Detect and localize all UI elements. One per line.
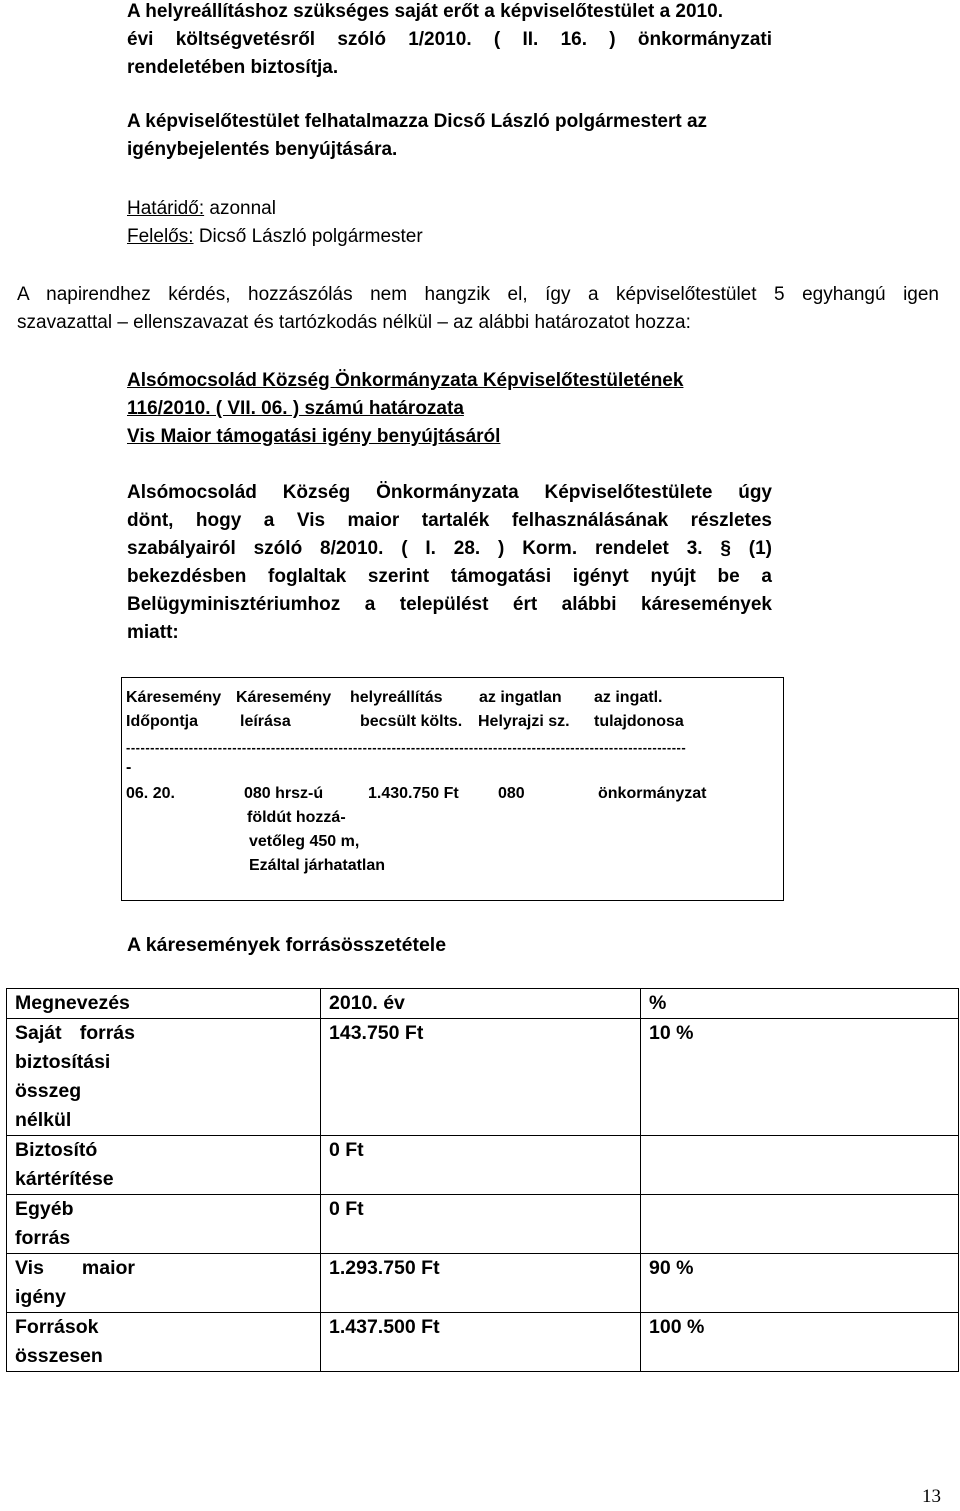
resolution-body-line: Alsómocsolád Község Önkormányzata Képviselőtestülete úgy [127, 482, 772, 503]
source-amount: 0 Ft [321, 1195, 641, 1254]
sources-title: A káresemények forrásösszetétele [127, 934, 447, 956]
separator-line: -------------------------------------------------------------------------------------------------------------------- [126, 740, 687, 755]
header-percent: % [641, 989, 959, 1019]
intro-line: A helyreállításhoz szükséges saját erőt a képviselőtestület a 2010. [127, 1, 723, 22]
event-desc-line: Ezáltal járhatatlan [249, 857, 386, 874]
responsible-label: Felelős: [127, 226, 194, 247]
header-year: 2010. év [321, 989, 641, 1019]
deadline-line [127, 195, 276, 223]
source-name-line: kártérítése [15, 1168, 114, 1190]
source-name-line: Biztosító [15, 1139, 98, 1161]
vote-paragraph [17, 281, 939, 337]
source-amount: 143.750 Ft [321, 1019, 641, 1136]
source-name-line: igény [15, 1286, 66, 1308]
table-row [7, 1313, 959, 1372]
source-name [7, 1254, 321, 1313]
header-restoration-1: helyreállítás [350, 689, 443, 706]
source-name-line: biztosítási [15, 1051, 111, 1073]
source-name-line: Vis maior [15, 1257, 135, 1279]
source-name-line: nélkül [15, 1109, 72, 1131]
authorization-line: igénybejelentés benyújtására. [127, 139, 398, 160]
responsible-line [127, 223, 423, 251]
header-owner-1: az ingatl. [594, 689, 663, 706]
deadline-value: azonnal [209, 198, 276, 219]
page-number: 13 [922, 1486, 941, 1507]
source-amount: 0 Ft [321, 1136, 641, 1195]
authorization-paragraph [127, 108, 787, 164]
intro-paragraph [127, 0, 772, 82]
resolution-subject: Vis Maior támogatási igény benyújtásáról [127, 426, 501, 447]
header-event-desc-2: leírása [240, 713, 291, 730]
resolution-number: 116/2010. ( VII. 06. ) számú határozata [127, 398, 464, 419]
table-row [7, 1254, 959, 1313]
event-owner: önkormányzat [598, 785, 707, 802]
event-parcel: 080 [498, 785, 525, 802]
source-name-line: forrás [15, 1227, 71, 1249]
resolution-title-line: Alsómocsolád Község Önkormányzata Képviselőtestületének [127, 370, 684, 391]
header-parcel-1: az ingatlan [479, 689, 562, 706]
source-name-line: összesen [15, 1345, 103, 1367]
deadline-label: Határidő: [127, 198, 205, 219]
event-cost: 1.430.750 Ft [368, 785, 459, 802]
header-owner-2: tulajdonosa [594, 713, 684, 730]
responsible-value: Dicső László polgármester [198, 226, 423, 247]
source-percent: 10 % [641, 1019, 959, 1136]
event-date: 06. 20. [126, 785, 175, 802]
header-event-date-1: Káresemény [126, 689, 222, 706]
header-parcel-2: Helyrajzi sz. [478, 713, 570, 730]
resolution-body-line: szabályairól szóló 8/2010. ( I. 28. ) Korm. rendelet 3. § (1) [127, 538, 772, 559]
source-name [7, 1195, 321, 1254]
source-percent [641, 1136, 959, 1195]
event-desc-line: 080 hrsz-ú [244, 785, 324, 802]
resolution-body-line: bekezdésben foglaltak szerint támogatási igényt nyújt be a [127, 566, 772, 587]
source-amount: 1.437.500 Ft [321, 1313, 641, 1372]
source-name [7, 1019, 321, 1136]
resolution-body-line: Belügyminisztériumhoz a települést ért alábbi káresemények [127, 594, 772, 615]
resolution-body [127, 479, 772, 647]
vote-line: szavazattal – ellenszavazat és tartózkodás nélkül – az alábbi határozatot hozza: [17, 312, 691, 333]
table-row [7, 1195, 959, 1254]
table-header-row [7, 989, 959, 1019]
source-name-line: összeg [15, 1080, 82, 1102]
source-amount: 1.293.750 Ft [321, 1254, 641, 1313]
source-percent: 90 % [641, 1254, 959, 1313]
damage-event-table [121, 677, 784, 901]
separator-tail: - [126, 759, 132, 776]
source-name [7, 1313, 321, 1372]
source-name-line: Saját forrás [15, 1022, 135, 1044]
source-percent [641, 1195, 959, 1254]
vote-line: A napirendhez kérdés, hozzászólás nem hangzik el, így a képviselőtestület 5 egyhangú igen [17, 284, 939, 305]
header-name: Megnevezés [7, 989, 321, 1019]
header-event-desc-1: Káresemény [236, 689, 332, 706]
source-name-line: Források [15, 1316, 99, 1338]
resolution-title [127, 367, 683, 451]
source-name [7, 1136, 321, 1195]
resolution-body-line: dönt, hogy a Vis maior tartalék felhasználásának részletes [127, 510, 772, 531]
intro-line: évi költségvetésről szóló 1/2010. ( II. 16. ) önkormányzati [127, 29, 772, 50]
table-row [7, 1136, 959, 1195]
header-event-date-2: Időpontja [126, 713, 198, 730]
sources-table [6, 988, 959, 1372]
source-name-line: Egyéb [15, 1198, 74, 1220]
source-percent: 100 % [641, 1313, 959, 1372]
authorization-line: A képviselőtestület felhatalmazza Dicső László polgármestert az [127, 111, 708, 132]
event-desc-line: vetőleg 450 m, [249, 833, 360, 850]
event-desc-line: földút hozzá- [247, 809, 346, 826]
resolution-body-line: miatt: [127, 622, 179, 643]
intro-line: rendeletében biztosítja. [127, 57, 339, 78]
header-restoration-2: becsült költs. [360, 713, 463, 730]
table-row [7, 1019, 959, 1136]
